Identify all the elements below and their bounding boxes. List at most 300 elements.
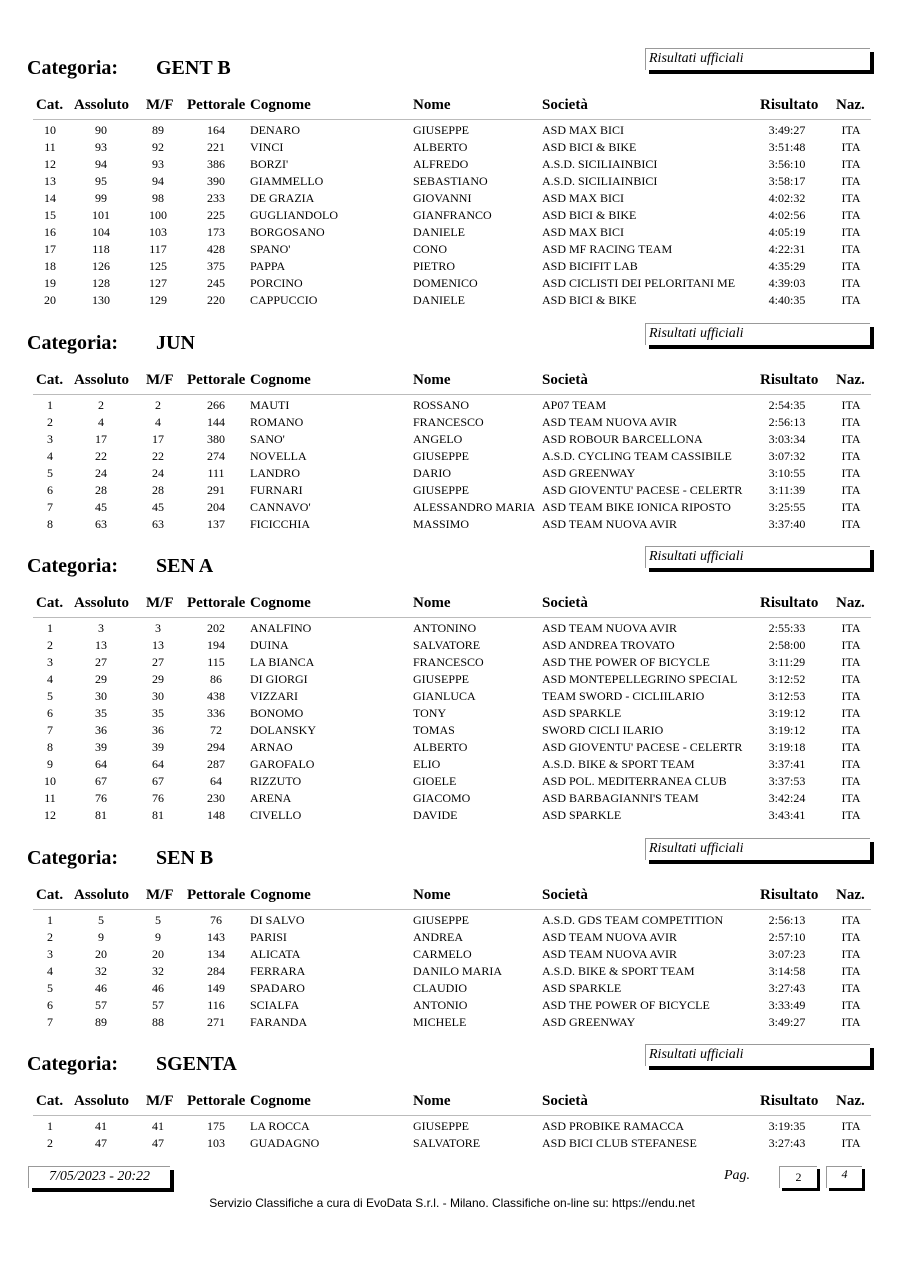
cell-cognome: SPANO' xyxy=(250,242,291,256)
cell-naz: ITA xyxy=(841,621,861,635)
cell-naz: ITA xyxy=(841,449,861,463)
cell-cat: 8 xyxy=(47,517,53,531)
table-row xyxy=(0,242,904,259)
header-divider xyxy=(33,119,871,120)
cell-nome: GIACOMO xyxy=(413,791,471,805)
cell-societa: ASD MAX BICI xyxy=(542,123,625,137)
cell-societa: ASD TEAM BIKE IONICA RIPOSTO xyxy=(542,500,731,514)
category-label: Categoria: xyxy=(27,847,119,869)
cell-cat: 19 xyxy=(44,276,56,290)
table-row xyxy=(0,757,904,774)
cell-risultato: 3:51:48 xyxy=(768,140,806,154)
cell-assoluto: 128 xyxy=(92,276,110,290)
cell-nome: GIUSEPPE xyxy=(413,1119,470,1133)
cell-risultato: 3:19:18 xyxy=(768,740,806,754)
cell-risultato: 2:55:33 xyxy=(768,621,806,635)
cell-cat: 5 xyxy=(47,689,53,703)
cell-cat: 1 xyxy=(47,1119,53,1133)
header-nome: Nome xyxy=(413,887,451,903)
cell-pettorale: 287 xyxy=(207,757,225,771)
cell-pettorale: 149 xyxy=(207,981,225,995)
table-row xyxy=(0,723,904,740)
cell-pettorale: 438 xyxy=(207,689,225,703)
cell-nome: ANGELO xyxy=(413,432,463,446)
cell-pettorale: 204 xyxy=(207,500,225,514)
cell-societa: ASD GREENWAY xyxy=(542,1015,636,1029)
cell-cognome: DI GIORGI xyxy=(250,672,308,686)
cell-cat: 15 xyxy=(44,208,56,222)
table-row xyxy=(0,449,904,466)
cell-risultato: 3:19:12 xyxy=(768,706,806,720)
cell-cat: 4 xyxy=(47,449,53,463)
official-results-box: Risultati ufficiali xyxy=(645,1044,870,1066)
header-cognome: Cognome xyxy=(250,887,311,903)
cell-societa: ASD CICLISTI DEI PELORITANI ME xyxy=(542,276,736,290)
cell-cognome: MAUTI xyxy=(250,398,290,412)
cell-societa: ASD BICI & BIKE xyxy=(542,140,637,154)
official-results-box: Risultati ufficiali xyxy=(645,323,870,345)
cell-pettorale: 230 xyxy=(207,791,225,805)
cell-mf: 88 xyxy=(152,1015,164,1029)
header-pettorale: Pettorale xyxy=(187,97,246,113)
cell-mf: 20 xyxy=(152,947,164,961)
cell-assoluto: 89 xyxy=(95,1015,107,1029)
cell-cognome: ARENA xyxy=(250,791,292,805)
cell-naz: ITA xyxy=(841,466,861,480)
cell-risultato: 4:35:29 xyxy=(768,259,806,273)
header-societa: Società xyxy=(542,97,588,113)
cell-risultato: 3:33:49 xyxy=(768,998,806,1012)
table-row xyxy=(0,791,904,808)
cell-cognome: PAPPA xyxy=(250,259,286,273)
cell-naz: ITA xyxy=(841,655,861,669)
table-row xyxy=(0,1015,904,1032)
cell-nome: GIUSEPPE xyxy=(413,123,470,137)
table-body xyxy=(0,1119,904,1153)
cell-nome: ALBERTO xyxy=(413,140,468,154)
cell-nome: GIOELE xyxy=(413,774,457,788)
cell-nome: CARMELO xyxy=(413,947,472,961)
cell-assoluto: 47 xyxy=(95,1136,107,1150)
cell-nome: ANDREA xyxy=(413,930,463,944)
cell-assoluto: 130 xyxy=(92,293,110,307)
cell-nome: FRANCESCO xyxy=(413,415,484,429)
header-risultato: Risultato xyxy=(760,887,819,903)
cell-risultato: 3:27:43 xyxy=(768,981,806,995)
cell-nome: SALVATORE xyxy=(413,1136,481,1150)
cell-cognome: SCIALFA xyxy=(250,998,300,1012)
cell-risultato: 3:07:32 xyxy=(768,449,806,463)
cell-cat: 18 xyxy=(44,259,56,273)
table-row xyxy=(0,930,904,947)
cell-pettorale: 386 xyxy=(207,157,225,171)
cell-risultato: 4:05:19 xyxy=(768,225,806,239)
header-divider xyxy=(33,1115,871,1116)
cell-cat: 5 xyxy=(47,981,53,995)
cell-pettorale: 233 xyxy=(207,191,225,205)
cell-mf: 76 xyxy=(152,791,164,805)
cell-risultato: 3:58:17 xyxy=(768,174,806,188)
header-societa: Società xyxy=(542,887,588,903)
cell-pettorale: 72 xyxy=(210,723,222,737)
table-row xyxy=(0,672,904,689)
cell-assoluto: 46 xyxy=(95,981,107,995)
cell-societa: ASD TEAM NUOVA AVIR xyxy=(542,930,678,944)
cell-pettorale: 202 xyxy=(207,621,225,635)
cell-naz: ITA xyxy=(841,757,861,771)
cell-assoluto: 90 xyxy=(95,123,107,137)
header-mf: M/F xyxy=(146,97,174,113)
table-row xyxy=(0,466,904,483)
table-header xyxy=(0,1093,904,1113)
cell-risultato: 3:25:55 xyxy=(768,500,806,514)
cell-naz: ITA xyxy=(841,1119,861,1133)
cell-pettorale: 103 xyxy=(207,1136,225,1150)
cell-cat: 1 xyxy=(47,398,53,412)
cell-pettorale: 194 xyxy=(207,638,225,652)
cell-nome: GIUSEPPE xyxy=(413,449,470,463)
cell-risultato: 3:11:29 xyxy=(768,655,806,669)
header-cat: Cat. xyxy=(36,595,64,611)
cell-societa: A.S.D. SICILIAINBICI xyxy=(542,157,658,171)
cell-risultato: 4:02:32 xyxy=(768,191,806,205)
table-row xyxy=(0,500,904,517)
table-row xyxy=(0,208,904,225)
cell-mf: 36 xyxy=(152,723,164,737)
table-body xyxy=(0,621,904,825)
cell-cognome: LA ROCCA xyxy=(250,1119,310,1133)
cell-nome: DARIO xyxy=(413,466,451,480)
cell-cognome: DUINA xyxy=(250,638,289,652)
cell-naz: ITA xyxy=(841,517,861,531)
table-row xyxy=(0,415,904,432)
cell-risultato: 2:56:13 xyxy=(768,415,806,429)
cell-societa: ASD BICI & BIKE xyxy=(542,293,637,307)
cell-mf: 32 xyxy=(152,964,164,978)
cell-cat: 4 xyxy=(47,672,53,686)
table-body xyxy=(0,913,904,1032)
header-societa: Società xyxy=(542,372,588,388)
service-credit: Servizio Classifiche a cura di EvoData S.r.l. - Milano. Classifiche on-line su: https://endu.net xyxy=(209,1196,695,1210)
cell-risultato: 2:56:13 xyxy=(768,913,806,927)
cell-assoluto: 36 xyxy=(95,723,107,737)
cell-mf: 93 xyxy=(152,157,164,171)
header-cognome: Cognome xyxy=(250,595,311,611)
cell-nome: DAVIDE xyxy=(413,808,458,822)
cell-nome: MASSIMO xyxy=(413,517,470,531)
table-header xyxy=(0,372,904,392)
cell-risultato: 3:03:34 xyxy=(768,432,806,446)
table-row xyxy=(0,517,904,534)
cell-assoluto: 17 xyxy=(95,432,107,446)
cell-pettorale: 294 xyxy=(207,740,225,754)
cell-naz: ITA xyxy=(841,740,861,754)
cell-assoluto: 94 xyxy=(95,157,107,171)
cell-cat: 14 xyxy=(44,191,56,205)
cell-nome: ELIO xyxy=(413,757,441,771)
table-row xyxy=(0,706,904,723)
cell-nome: ANTONIO xyxy=(413,998,468,1012)
cell-cat: 3 xyxy=(47,655,53,669)
cell-cognome: CAPPUCCIO xyxy=(250,293,318,307)
cell-naz: ITA xyxy=(841,723,861,737)
cell-societa: ASD MONTEPELLEGRINO SPECIAL xyxy=(542,672,738,686)
cell-mf: 103 xyxy=(149,225,167,239)
cell-assoluto: 101 xyxy=(92,208,110,222)
cell-cat: 17 xyxy=(44,242,56,256)
category-name: GENT B xyxy=(156,57,231,79)
cell-nome: ALFREDO xyxy=(413,157,469,171)
cell-societa: ASD TEAM NUOVA AVIR xyxy=(542,517,678,531)
cell-naz: ITA xyxy=(841,208,861,222)
header-societa: Società xyxy=(542,1093,588,1109)
cell-mf: 9 xyxy=(155,930,161,944)
cell-mf: 39 xyxy=(152,740,164,754)
cell-naz: ITA xyxy=(841,225,861,239)
header-risultato: Risultato xyxy=(760,1093,819,1109)
cell-naz: ITA xyxy=(841,913,861,927)
cell-mf: 94 xyxy=(152,174,164,188)
cell-cat: 6 xyxy=(47,998,53,1012)
cell-pettorale: 86 xyxy=(210,672,222,686)
cell-pettorale: 116 xyxy=(207,998,225,1012)
cell-assoluto: 29 xyxy=(95,672,107,686)
cell-cognome: PARISI xyxy=(250,930,287,944)
cell-cat: 2 xyxy=(47,415,53,429)
cell-assoluto: 24 xyxy=(95,466,107,480)
cell-assoluto: 39 xyxy=(95,740,107,754)
cell-societa: ASD BICI & BIKE xyxy=(542,208,637,222)
cell-naz: ITA xyxy=(841,706,861,720)
cell-cat: 1 xyxy=(47,621,53,635)
cell-nome: ALESSANDRO MARIA xyxy=(413,500,536,514)
cell-pettorale: 134 xyxy=(207,947,225,961)
cell-mf: 30 xyxy=(152,689,164,703)
cell-mf: 24 xyxy=(152,466,164,480)
cell-risultato: 3:12:53 xyxy=(768,689,806,703)
cell-cognome: BORZI' xyxy=(250,157,289,171)
table-row xyxy=(0,398,904,415)
cell-societa: ASD MF RACING TEAM xyxy=(542,242,673,256)
cell-societa: ASD TEAM NUOVA AVIR xyxy=(542,947,678,961)
header-cat: Cat. xyxy=(36,97,64,113)
cell-naz: ITA xyxy=(841,259,861,273)
category-name: JUN xyxy=(156,332,195,354)
category-label: Categoria: xyxy=(27,57,119,79)
cell-cognome: FICICCHIA xyxy=(250,517,311,531)
table-row xyxy=(0,225,904,242)
cell-naz: ITA xyxy=(841,432,861,446)
cell-risultato: 3:37:40 xyxy=(768,517,806,531)
table-row xyxy=(0,259,904,276)
cell-nome: ROSSANO xyxy=(413,398,470,412)
cell-risultato: 3:37:53 xyxy=(768,774,806,788)
cell-assoluto: 20 xyxy=(95,947,107,961)
cell-nome: FRANCESCO xyxy=(413,655,484,669)
cell-assoluto: 81 xyxy=(95,808,107,822)
cell-pettorale: 428 xyxy=(207,242,225,256)
cell-assoluto: 99 xyxy=(95,191,107,205)
category-name: SEN A xyxy=(156,555,214,577)
cell-cognome: DOLANSKY xyxy=(250,723,316,737)
cell-cognome: BORGOSANO xyxy=(250,225,325,239)
header-mf: M/F xyxy=(146,1093,174,1109)
table-row xyxy=(0,293,904,310)
cell-risultato: 3:43:41 xyxy=(768,808,806,822)
cell-risultato: 3:11:39 xyxy=(768,483,806,497)
cell-assoluto: 3 xyxy=(98,621,104,635)
table-row xyxy=(0,191,904,208)
cell-societa: ASD ANDREA TROVATO xyxy=(542,638,675,652)
cell-naz: ITA xyxy=(841,191,861,205)
official-results-box: Risultati ufficiali xyxy=(645,48,870,70)
cell-pettorale: 164 xyxy=(207,123,225,137)
cell-pettorale: 76 xyxy=(210,913,222,927)
cell-nome: GIUSEPPE xyxy=(413,483,470,497)
header-nome: Nome xyxy=(413,97,451,113)
cell-assoluto: 2 xyxy=(98,398,104,412)
cell-risultato: 3:56:10 xyxy=(768,157,806,171)
table-row xyxy=(0,483,904,500)
table-row xyxy=(0,808,904,825)
cell-cat: 3 xyxy=(47,947,53,961)
cell-naz: ITA xyxy=(841,123,861,137)
cell-naz: ITA xyxy=(841,415,861,429)
cell-cat: 2 xyxy=(47,638,53,652)
cell-pettorale: 380 xyxy=(207,432,225,446)
header-risultato: Risultato xyxy=(760,372,819,388)
cell-nome: GIOVANNI xyxy=(413,191,472,205)
table-row xyxy=(0,1136,904,1153)
header-divider xyxy=(33,617,871,618)
header-naz: Naz. xyxy=(836,97,865,113)
header-naz: Naz. xyxy=(836,372,865,388)
cell-societa: TEAM SWORD - CICLIILARIO xyxy=(542,689,705,703)
cell-naz: ITA xyxy=(841,242,861,256)
cell-assoluto: 30 xyxy=(95,689,107,703)
cell-cognome: CIVELLO xyxy=(250,808,302,822)
header-divider xyxy=(33,909,871,910)
cell-risultato: 3:49:27 xyxy=(768,123,806,137)
cell-cognome: ROMANO xyxy=(250,415,304,429)
cell-cat: 11 xyxy=(44,791,56,805)
table-row xyxy=(0,947,904,964)
header-nome: Nome xyxy=(413,595,451,611)
cell-assoluto: 27 xyxy=(95,655,107,669)
cell-nome: GIANFRANCO xyxy=(413,208,492,222)
header-assoluto: Assoluto xyxy=(74,97,130,113)
cell-assoluto: 35 xyxy=(95,706,107,720)
cell-pettorale: 111 xyxy=(207,466,225,480)
cell-naz: ITA xyxy=(841,808,861,822)
cell-naz: ITA xyxy=(841,1136,861,1150)
category-label: Categoria: xyxy=(27,1053,119,1075)
cell-assoluto: 5 xyxy=(98,913,104,927)
cell-pettorale: 390 xyxy=(207,174,225,188)
cell-cognome: ARNAO xyxy=(250,740,293,754)
cell-pettorale: 137 xyxy=(207,517,225,531)
cell-cat: 13 xyxy=(44,174,56,188)
header-naz: Naz. xyxy=(836,887,865,903)
header-divider xyxy=(33,394,871,395)
cell-societa: ASD BICIFIT LAB xyxy=(542,259,638,273)
cell-pettorale: 115 xyxy=(207,655,225,669)
cell-societa: ASD MAX BICI xyxy=(542,191,625,205)
cell-nome: CONO xyxy=(413,242,448,256)
cell-mf: 28 xyxy=(152,483,164,497)
cell-cat: 20 xyxy=(44,293,56,307)
cell-assoluto: 45 xyxy=(95,500,107,514)
cell-nome: PIETRO xyxy=(413,259,455,273)
cell-assoluto: 93 xyxy=(95,140,107,154)
cell-naz: ITA xyxy=(841,174,861,188)
cell-risultato: 2:57:10 xyxy=(768,930,806,944)
cell-naz: ITA xyxy=(841,140,861,154)
cell-nome: CLAUDIO xyxy=(413,981,467,995)
table-header xyxy=(0,595,904,615)
cell-mf: 4 xyxy=(155,415,161,429)
cell-cognome: RIZZUTO xyxy=(250,774,302,788)
cell-naz: ITA xyxy=(841,689,861,703)
header-assoluto: Assoluto xyxy=(74,1093,130,1109)
cell-mf: 57 xyxy=(152,998,164,1012)
cell-nome: TONY xyxy=(413,706,447,720)
category-label: Categoria: xyxy=(27,332,119,354)
cell-societa: ASD SPARKLE xyxy=(542,808,622,822)
cell-societa: ASD SPARKLE xyxy=(542,706,622,720)
cell-nome: ANTONINO xyxy=(413,621,477,635)
official-results-box: Risultati ufficiali xyxy=(645,838,870,860)
table-row xyxy=(0,655,904,672)
cell-assoluto: 95 xyxy=(95,174,107,188)
cell-societa: ASD GIOVENTU' PACESE - CELERTR xyxy=(542,740,743,754)
cell-mf: 2 xyxy=(155,398,161,412)
header-risultato: Risultato xyxy=(760,97,819,113)
cell-nome: DOMENICO xyxy=(413,276,478,290)
header-societa: Società xyxy=(542,595,588,611)
header-mf: M/F xyxy=(146,595,174,611)
cell-naz: ITA xyxy=(841,293,861,307)
cell-cat: 6 xyxy=(47,483,53,497)
table-row xyxy=(0,621,904,638)
cell-mf: 92 xyxy=(152,140,164,154)
cell-naz: ITA xyxy=(841,1015,861,1029)
cell-cat: 9 xyxy=(47,757,53,771)
cell-risultato: 4:22:31 xyxy=(768,242,806,256)
cell-naz: ITA xyxy=(841,774,861,788)
cell-assoluto: 9 xyxy=(98,930,104,944)
table-row xyxy=(0,774,904,791)
header-nome: Nome xyxy=(413,372,451,388)
cell-societa: ASD SPARKLE xyxy=(542,981,622,995)
cell-cognome: LANDRO xyxy=(250,466,300,480)
cell-cat: 10 xyxy=(44,774,56,788)
cell-societa: ASD MAX BICI xyxy=(542,225,625,239)
header-mf: M/F xyxy=(146,887,174,903)
cell-societa: ASD BICI CLUB STEFANESE xyxy=(542,1136,697,1150)
cell-pettorale: 220 xyxy=(207,293,225,307)
cell-mf: 5 xyxy=(155,913,161,927)
cell-mf: 3 xyxy=(155,621,161,635)
cell-naz: ITA xyxy=(841,791,861,805)
cell-assoluto: 63 xyxy=(95,517,107,531)
table-row xyxy=(0,276,904,293)
cell-nome: DANILO MARIA xyxy=(413,964,502,978)
cell-risultato: 3:14:58 xyxy=(768,964,806,978)
cell-risultato: 3:10:55 xyxy=(768,466,806,480)
cell-cognome: FARANDA xyxy=(250,1015,308,1029)
cell-mf: 127 xyxy=(149,276,167,290)
